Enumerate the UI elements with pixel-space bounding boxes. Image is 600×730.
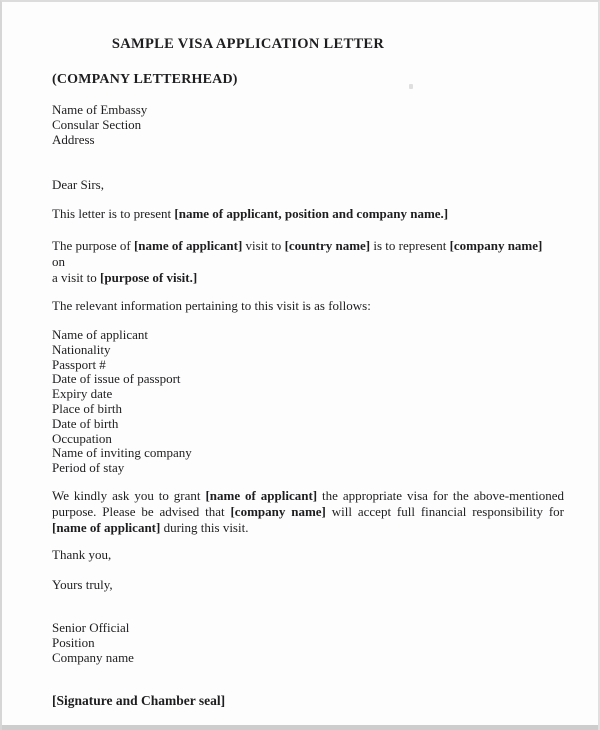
page-bottom-edge xyxy=(2,725,598,730)
letter-content xyxy=(2,2,598,709)
text-line: Period of stay xyxy=(52,460,125,476)
signature-block xyxy=(52,620,553,665)
text-line: Nationality xyxy=(52,341,111,357)
signature-seal-placeholder: [Signature and Chamber seal] xyxy=(52,692,226,708)
text-line: Name of applicant xyxy=(52,327,149,342)
recipient-address-block xyxy=(52,102,553,147)
text-line: We kindly ask you to grant [name of applicant] the appropriate visa for the above-mentioned xyxy=(52,487,564,503)
scan-artifact xyxy=(409,84,413,89)
text-line: purpose. Please be advised that [company name] will accept full financial responsibility for xyxy=(52,503,565,519)
text-line: Date of issue of passport xyxy=(52,371,181,387)
purpose-paragraph xyxy=(52,238,553,286)
text-line: Address xyxy=(52,132,95,147)
closing-line: Yours truly, xyxy=(52,576,113,592)
text-line: The purpose of [name of applicant] visit to [country name] is to represent [company name] on xyxy=(52,238,543,269)
text-line: Senior Official xyxy=(52,619,130,635)
visa-request-paragraph xyxy=(52,488,564,536)
company-letterhead-placeholder: (COMPANY LETTERHEAD) xyxy=(52,72,238,87)
thank-you-line: Thank you, xyxy=(52,546,112,562)
text-line: Consular Section xyxy=(52,117,142,132)
letter-title: SAMPLE VISA APPLICATION LETTER xyxy=(111,36,385,52)
relevant-info-line: The relevant information pertaining to this visit is as follows: xyxy=(52,298,371,313)
intro-paragraph xyxy=(52,206,553,222)
text-line: Date of birth xyxy=(52,415,119,431)
applicant-details-list xyxy=(52,328,553,476)
text-line: [name of applicant] during this visit. xyxy=(52,519,249,535)
text-line: Passport # xyxy=(52,356,106,372)
text-line: This letter is to present [name of applicant, position and company name.] xyxy=(52,206,449,221)
text-line: Position xyxy=(52,634,95,650)
text-line: Name of inviting company xyxy=(52,445,192,461)
salutation: Dear Sirs, xyxy=(52,177,104,192)
text-line: Occupation xyxy=(52,430,112,446)
text-line: Company name xyxy=(52,649,134,665)
text-line: a visit to [purpose of visit.] xyxy=(52,270,198,285)
text-line: Place of birth xyxy=(52,400,123,416)
text-line: Expiry date xyxy=(52,386,113,402)
text-line: Name of Embassy xyxy=(52,102,148,117)
